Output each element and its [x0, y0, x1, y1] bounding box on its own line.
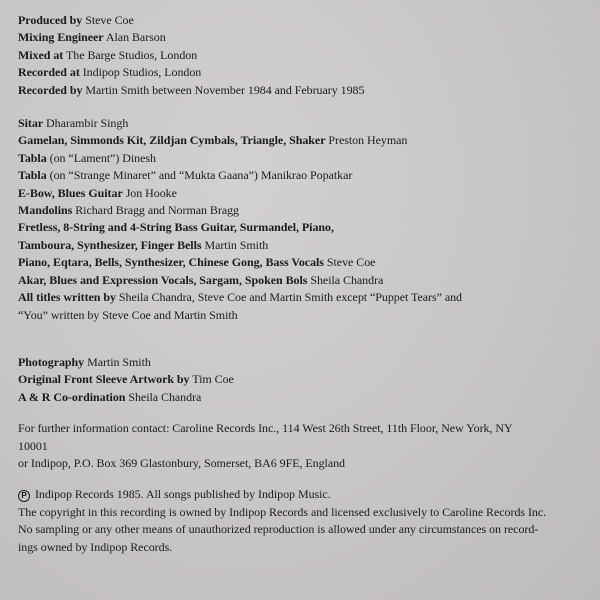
credit-line [18, 254, 590, 271]
legal-notice [18, 486, 590, 556]
credit-role: Sitar [18, 116, 44, 131]
musician-credits [18, 115, 590, 324]
legal-line: The copyright in this recording is owned by Indipop Records and licensed exclusively to Caroline Records Inc. [18, 504, 547, 519]
credit-line [18, 29, 590, 46]
credit-line [18, 389, 590, 406]
credit-role: Produced by [18, 13, 83, 27]
credit-name: Sheila Chandra [310, 272, 384, 287]
credit-name: Richard Bragg and Norman Bragg [75, 203, 239, 218]
credit-name: Sheila Chandra [128, 389, 202, 404]
credit-line [18, 185, 590, 202]
credit-name: Sheila Chandra, Steve Coe and Martin Smith except “Puppet Tears” and [118, 290, 463, 305]
artwork-credits [18, 354, 590, 406]
credit-role: Original Front Sleeve Artwork by [18, 372, 190, 387]
credit-role: Tabla [18, 168, 47, 183]
legal-text: Indipop Records 1985. All songs published by Indipop Music. [34, 487, 331, 502]
credit-line [18, 219, 590, 236]
credit-role: Piano, Eqtara, Bells, Synthesizer, Chinese Gong, Bass Vocals [18, 255, 324, 270]
credit-name: Martin Smith [87, 354, 151, 369]
credit-role: Recorded by [18, 82, 83, 97]
credit-line [18, 237, 590, 254]
contact-line: or Indipop, P.O. Box 369 Glastonbury, Somerset, BA6 9FE, England [18, 455, 346, 470]
credit-note: (on “Lament”) [49, 150, 120, 165]
credit-name: Jon Hooke [125, 185, 177, 200]
credit-line [18, 150, 590, 167]
credit-line [18, 354, 590, 371]
credit-name: Martin Smith [204, 237, 269, 252]
credit-role: Mixing Engineer [18, 30, 104, 45]
credit-role: Mixed at [18, 47, 64, 62]
credit-line [18, 82, 590, 99]
credit-role: Akar, Blues and Expression Vocals, Sargam, Spoken Bols [18, 272, 308, 287]
credit-line [18, 47, 590, 64]
credit-role: Tabla [18, 150, 47, 165]
credit-name: Tim Coe [192, 372, 234, 387]
credit-name: Steve Coe [85, 13, 134, 27]
credit-role: Gamelan, Simmonds Kit, Zildjan Cymbals, Triangle, Shaker [18, 133, 326, 148]
production-credits [18, 12, 590, 99]
contact-info [18, 420, 590, 472]
credit-line [18, 167, 590, 184]
credit-line [18, 202, 590, 219]
credit-line [18, 132, 590, 149]
credit-role: Fretless, 8-String and 4-String Bass Guitar, Surmandel, Piano, [18, 220, 334, 235]
credit-line [18, 289, 590, 306]
credit-note: (on “Strange Minaret” and “Mukta Gaana”) [49, 168, 258, 183]
credit-role: Photography [18, 354, 85, 369]
credit-name: Dharambir Singh [46, 116, 129, 131]
credit-role: E-Bow, Blues Guitar [18, 185, 123, 200]
credit-line [18, 12, 590, 29]
credit-name: Dinesh [122, 150, 156, 165]
credit-name: The Barge Studios, London [66, 47, 198, 62]
credit-line-continued: “You” written by Steve Coe and Martin Smith [18, 307, 238, 322]
credit-role: Recorded at [18, 65, 80, 80]
contact-line: 10001 [18, 438, 48, 453]
legal-line: ings owned by Indipop Records. [18, 539, 173, 554]
contact-line: For further information contact: Caroline Records Inc., 114 West 26th Street, 11th Floor, New York, NY [18, 421, 513, 436]
legal-line [18, 486, 590, 503]
legal-line: No sampling or any other means of unauthorized reproduction is allowed under any circumstances on record- [18, 522, 539, 537]
credit-line [18, 64, 590, 81]
credit-role: Tamboura, Synthesizer, Finger Bells [18, 237, 202, 252]
credit-name: Steve Coe [326, 255, 376, 270]
credit-role: Mandolins [18, 203, 73, 218]
credit-name: Indipop Studios, London [82, 65, 202, 80]
credit-line [18, 272, 590, 289]
credit-line [18, 115, 590, 132]
credit-name: Alan Barson [105, 30, 166, 45]
credit-name: Martin Smith between November 1984 and February 1985 [85, 82, 365, 97]
credit-name: Preston Heyman [328, 133, 408, 148]
credit-name: Manikrao Popatkar [260, 168, 353, 183]
credit-line [18, 371, 590, 388]
credit-role: A & R Co-ordination [18, 389, 126, 404]
phonogram-copyright-icon: P [18, 490, 30, 502]
credit-role: All titles written by [18, 290, 116, 305]
